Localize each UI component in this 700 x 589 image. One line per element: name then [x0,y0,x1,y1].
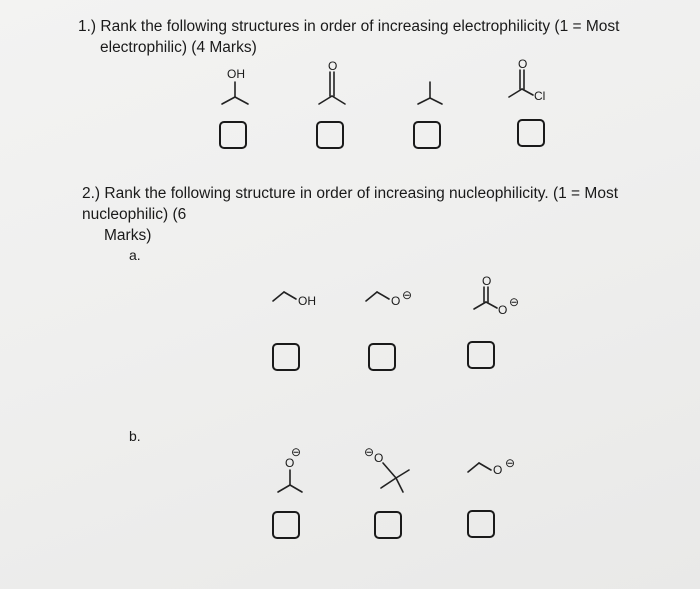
b-answer-box-3[interactable] [467,510,495,538]
a-o2-label: O [498,303,508,317]
a-answer-box-2[interactable] [368,343,396,371]
b-answer-box-2[interactable] [374,511,402,539]
question-1-line2: electrophilic) (4 Marks) [100,39,257,56]
a-answer-box-3[interactable] [467,341,495,369]
b-o1-label: O [285,456,295,470]
a-charge-1: ⊖ [402,288,413,302]
a-charge-2: ⊖ [509,295,520,309]
b-molecule-ethoxide [468,463,491,472]
a-o2-carbonyl-label: O [482,274,492,288]
q1-answer-box-3[interactable] [413,121,441,149]
b-charge-3: ⊖ [505,456,516,470]
sub-a-label: a. [129,247,141,263]
q1-molecule-acetyl-chloride [509,70,533,97]
question-2-line1: 2.) Rank the following structure in order of increasing nucleophilicity. (1 = Most nucleophilic) (6 [82,185,619,223]
b-answer-box-1[interactable] [272,511,300,539]
b-o3-label: O [493,463,503,477]
a-o1-label: O [391,294,401,308]
question-2-line2: Marks) [104,227,152,244]
b-o2-label: O [374,451,384,465]
q1-answer-box-2[interactable] [316,121,344,149]
a-answer-box-1[interactable] [272,343,300,371]
question-1-line1: 1.) Rank the following structures in order of increasing electrophilicity (1 = Most [78,18,620,35]
q1-oh-label: OH [227,67,245,81]
q1-answer-box-1[interactable] [219,121,247,149]
sub-b-label: b. [129,428,141,444]
a-molecule-ethanol [273,292,296,301]
b-molecule-isopropoxide [278,470,302,492]
q1-o2-label: O [518,57,528,71]
q1-molecule-isopropanol [222,82,248,104]
b-charge-2: ⊖ [364,445,375,459]
q1-molecule-acetone [319,72,345,104]
q1-cl-label: Cl [534,89,546,103]
a-oh-label: OH [298,294,316,308]
q1-o1-label: O [328,59,338,73]
q1-answer-box-4[interactable] [517,119,545,147]
q1-molecule-propane [418,82,442,104]
b-charge-1: ⊖ [291,445,302,459]
b-molecule-tert-butoxide [381,463,409,492]
a-molecule-ethoxide [366,292,389,301]
a-molecule-acetate [474,287,497,309]
